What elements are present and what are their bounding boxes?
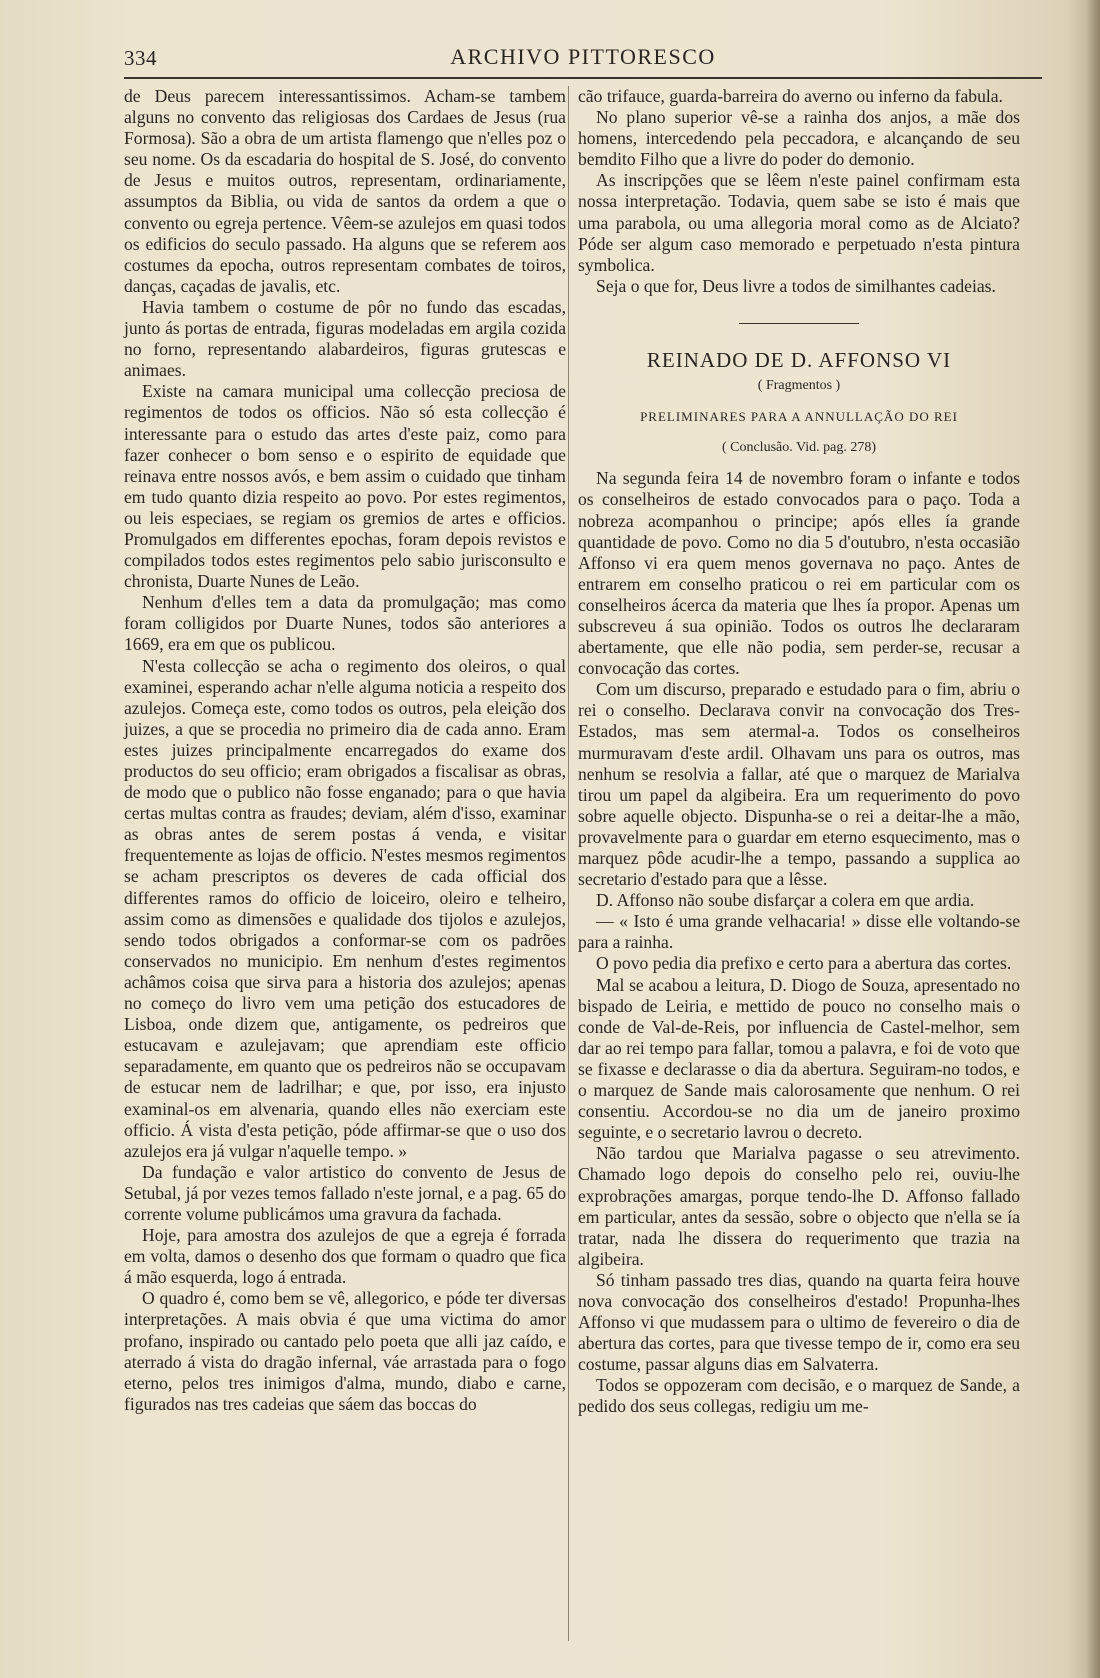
paragraph: de Deus parecem interessantissimos. Acham-se tambem alguns no convento das religiosas dos Cardaes de Jesus (rua Formosa). São a obra de um artista flamengo que n'elles poz o seu nome. Os da escadaria do hospital de S. José, do convento de Jesus e muitos outros, representam, ordinariamente, assumptos da Biblia, ou vida de santos da ordem a que o convento ou egreja pertence. Vêem-se azulejos em quasi todos os edificios do seculo passado. Ha alguns que se referem aos costumes da epocha, outros representam combates de toiros, danças, caçadas de javalis, etc. [124,86,566,296]
paragraph: N'esta collecção se acha o regimento dos oleiros, o qual examinei, esperando achar n'elle alguma noticia a respeito dos azulejos. Começa este, como todos os outros, pela eleição dos juizes, a que se procedia no primeiro dia de cada anno. Eram estes juizes principalmente encarregados do exame dos productos do seu officio; eram obrigados a fiscalisar as obras, de modo que o publico não fosse enganado; para o que havia certas multas contra as fraudes; deviam, além d'isso, examinar as obras antes de serem postas á venda, e visitar frequentemente as lojas de officio. N'estes mesmos regimentos se acham prescriptos os deveres de cada official dos differentes ramos do officio de loiceiro, oleiro e telheiro, assim como as dimensões e qualidade dos tijolos e azulejos, sendo todos obrigados a conformar-se com os padrões conservados no municipio. Em nenhum d'estes regimentos achâmos coisa que sirva para a historia dos azulejos; apenas no começo do livro vem uma petição dos estucadores de Lisboa, onde dizem que, antigamente, os pedreiros que estucavam e azulejavam; que aprendiam este officio separadamente, em quanto que os pedreiros não se occupavam de estucar nem de ladrilhar; e que, por isso, era injusto examinal-os em alvenaria, quando elles não exerciam este officio. Á vista d'esta petição, póde affirmar-se que o uso dos azulejos era já vulgar n'aquelle tempo. » [124,655,566,1161]
page-header [124,44,1042,74]
paragraph: No plano superior vê-se a rainha dos anjos, a mãe dos homens, intercedendo pela peccadora, e alcançando de seu bemdito Filho que a livre do poder do demonio. [578,107,1020,170]
paragraph: D. Affonso não soube disfarçar a colera em que ardia. [596,890,975,911]
paragraph: Seja o que for, Deus livre a todos de similhantes cadeias. [596,275,996,296]
page-number: 334 [124,46,157,70]
paragraph: Hoje, para amostra dos azulejos de que a egreja é forrada em volta, damos o desenho dos que formam o quadro que fica á mão esquerda, logo á entrada. [124,1225,566,1288]
paragraph: Nenhum d'elles tem a data da promulgação; mas como foram colligidos por Duarte Nunes, todos são anteriores a 1669, era em que os publicou. [124,592,566,655]
right-column [578,86,1020,1418]
page-edge-shadow [1086,0,1100,1678]
paragraph: Havia tambem o costume de pôr no fundo das escadas, junto ás portas de entrada, figuras modeladas em argila cozida no forno, representando alabardeiros, figuras grutescas e animaes. [124,296,566,381]
paragraph: Só tinham passado tres dias, quando na quarta feira houve nova convocação dos conselheiros d'estado! Propunha-lhes Affonso vi que mudassem para o ultimo de fevereiro o dia de abertura das cortes, para que tivesse tempo de ir, como era seu costume, passar alguns dias em Salvaterra. [578,1269,1020,1375]
paragraph: Mal se acabou a leitura, D. Diogo de Souza, apresentado no bispado de Leiria, e mettido de pouco no conselho mais o conde de Val-de-Reis, por influencia de Castel-melhor, sem dar ao rei tempo para fallar, tomou a palavra, e foi de voto que se fixasse e declarasse o dia da abertura. Seguiram-no todos, e o marquez de Sande mais calorosamente que nenhum. O rei consentiu. Accordou-se no dia um de janeiro proximo seguinte, e o secretario lavrou o decreto. [578,974,1020,1143]
running-title: ARCHIVO PITTORESCO [450,44,716,69]
paragraph: As inscripções que se lêem n'este painel confirmam esta nossa interpretação. Todavia, quem sabe se isto é mais que uma parabola, ou uma allegoria moral como as de Alciato? Póde ser algum caso memorado e perpetuado n'esta pintura symbolica. [578,170,1020,275]
left-column [124,86,566,1415]
section-heading: PRELIMINARES PARA A ANNULLAÇÃO DO REI [640,409,958,425]
section-rule [739,323,859,324]
column-divider [568,86,569,1641]
section-subtitle: ( Fragmentos ) [757,378,841,394]
section-title: REINADO DE D. AFFONSO VI [646,347,952,372]
paragraph: Existe na camara municipal uma collecção preciosa de regimentos de todos os officios. Não só esta collecção é interessante para o estudo das artes d'este paiz, como para fazer conhecer o bom senso e o espirito de equidade que reinava entre nossos avós, e bem assim o cuidado que tinham em tudo quanto dizia respeito ao povo. Por estes regimentos, ou leis especiaes, se regiam os gremios de artes e officios. Promulgados em differentes epochas, foram depois revistos e compilados todos estes regimentos pelo sabio jurisconsulto e chronista, Duarte Nunes de Leão. [124,381,566,592]
section-note: ( Conclusão. Vid. pag. 278) [721,440,877,456]
paragraph: Da fundação e valor artistico do convento de Jesus de Setubal, já por vezes temos fallado n'este jornal, e a pag. 65 do corrente volume publicámos uma gravura da fachada. [124,1161,566,1224]
header-rule [124,77,1042,79]
paragraph: O quadro é, como bem se vê, allegorico, e póde ter diversas interpretações. A mais obvia é que uma victima do amor profano, inspirado ou cantado pelo poeta que alli jaz caído, e aterrado á vista do dragão infernal, váe arrastada para o fogo eterno, pelos tres inimigos d'alma, mundo, diabo e carne, figurados nas tres cadeias que sáem das boccas do [124,1288,566,1414]
paragraph: Com um discurso, preparado e estudado para o fim, abriu o rei o conselho. Declarava convir na convocação dos Tres-Estados, mas sem atermal-a. Todos os conselheiros murmuravam d'este ardil. Olhavam uns para os outros, mas nenhum se resolvia a fallar, até que o marquez de Marialva tirou um papel da algibeira. Era um requerimento do povo sobre aquelle objecto. Dispunha-se o rei a deitar-lhe a mão, provavelmente para o guardar em eterno esquecimento, mas o marquez pôde acudir-lhe a tempo, passando a supplica ao secretario d'estado para que a lêsse. [578,679,1020,890]
paragraph: O povo pedia dia prefixo e certo para a abertura das cortes. [596,953,1012,974]
paragraph: — « Isto é uma grande velhacaria! » disse elle voltando-se para a rainha. [578,911,1020,953]
paragraph: Não tardou que Marialva pagasse o seu atrevimento. Chamado logo depois do conselho pelo rei, ouviu-lhe exprobrações amargas, porque tendo-lhe D. Affonso fallado em particular, antes da sessão, sobre o objecto que n'ella se ía tratar, nada lhe dissera do requerimento que trazia na algibeira. [578,1143,1020,1269]
paragraph: Todos se oppozeram com decisão, e o marquez de Sande, a pedido dos seus collegas, redigiu um me- [578,1375,1020,1417]
paragraph: cão trifauce, guarda-barreira do averno ou inferno da fabula. [578,86,1003,106]
paragraph: Na segunda feira 14 de novembro foram o infante e todos os conselheiros de estado convocados para o paço. Toda a nobreza acompanhou o principe; após elles ía grande quantidade de povo. Como no dia 5 d'outubro, n'esta occasião Affonso vi era quem menos governava no paço. Antes de entrarem em conselho praticou o rei em particular com os conselheiros ácerca da materia que lhes ía propor. Apenas um subscreveu á sua opinião. Todos os outros lhe declararam abertamente, que elle não podia, sem perder-se, recusar a convocação das cortes. [578,468,1020,679]
